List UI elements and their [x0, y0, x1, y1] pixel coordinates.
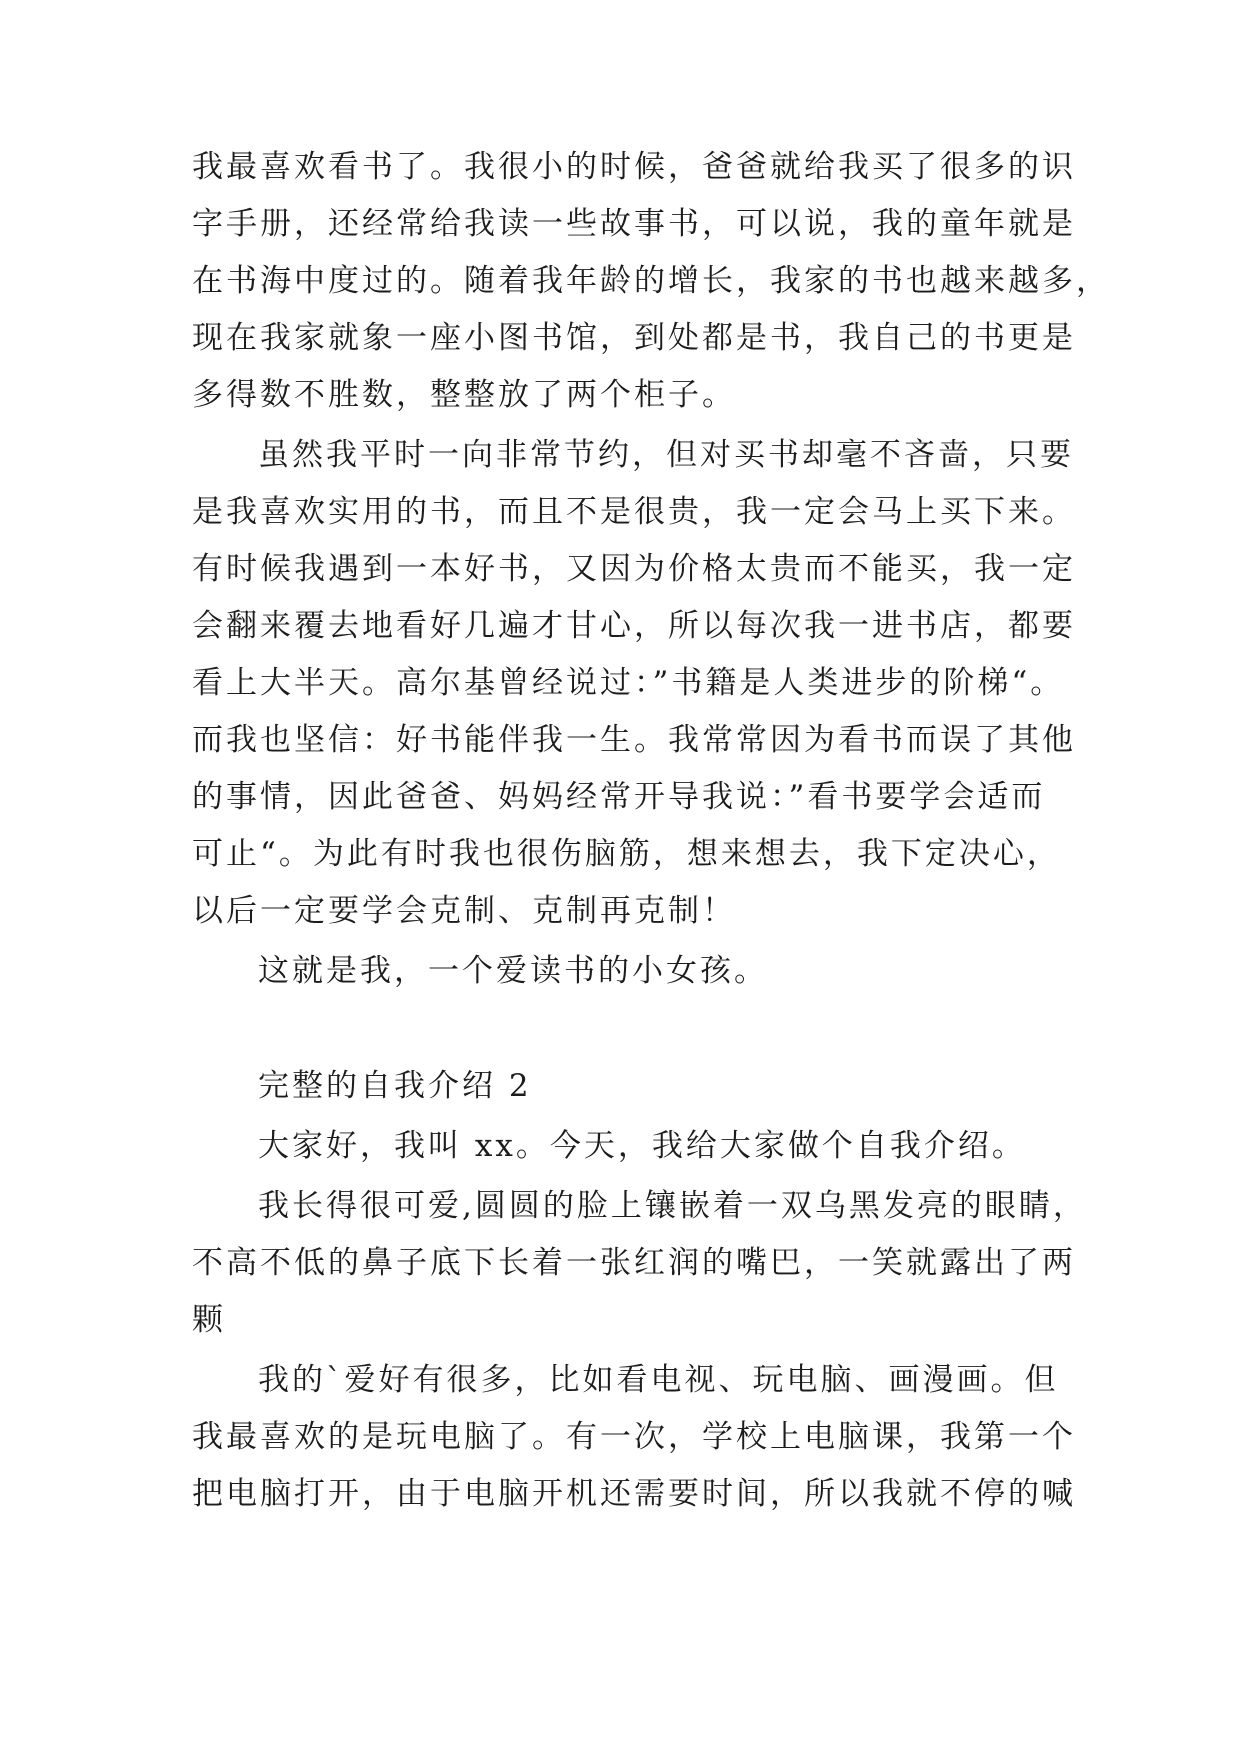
text-line: 字手册，还经常给我读一些故事书，可以说，我的童年就是: [192, 206, 1076, 242]
text-line: 的事情，因此爸爸、妈妈经常开导我说：”看书要学会适而: [192, 779, 1046, 815]
text-line: 虽然我平时一向非常节约，但对买书却毫不吝啬，只要: [258, 437, 1074, 473]
text-line: 有时候我遇到一本好书，又因为价格太贵而不能买，我一定: [192, 551, 1076, 587]
text-line: 我最喜欢看书了。我很小的时候，爸爸就给我买了很多的识: [192, 149, 1076, 185]
text-line: 我最喜欢的是玩电脑了。有一次，学校上电脑课，我第一个: [192, 1419, 1076, 1455]
text-line: 看上大半天。高尔基曾经说过：”书籍是人类进步的阶梯“。: [192, 665, 1065, 701]
text-line: 大家好，我叫 xx。今天，我给大家做个自我介绍。: [258, 1128, 1026, 1164]
text-line: 颗: [192, 1302, 226, 1338]
text-line: 我长得很可爱,圆圆的脸上镶嵌着一双乌黑发亮的眼睛，: [258, 1188, 1087, 1224]
text-line: 可止“。为此有时我也很伤脑筋，想来想去，我下定决心，: [192, 836, 1061, 872]
text-line: 以后一定要学会克制、克制再克制！: [192, 893, 736, 929]
text-line: 把电脑打开，由于电脑开机还需要时间，所以我就不停的喊: [192, 1476, 1076, 1512]
text-line: 是我喜欢实用的书，而且不是很贵，我一定会马上买下来。: [192, 494, 1076, 530]
text-line: 我的`爱好有很多，比如看电视、玩电脑、画漫画。但: [258, 1362, 1059, 1398]
text-line: 不高不低的鼻子底下长着一张红润的嘴巴，一笑就露出了两: [192, 1245, 1076, 1281]
section-heading: 完整的自我介绍 2: [258, 1068, 532, 1104]
text-line: 而我也坚信：好书能伴我一生。我常常因为看书而误了其他: [192, 722, 1076, 758]
text-line: 在书海中度过的。随着我年龄的增长，我家的书也越来越多，: [192, 263, 1110, 299]
text-line: 多得数不胜数，整整放了两个柜子。: [192, 377, 736, 413]
text-line: 现在我家就象一座小图书馆，到处都是书，我自己的书更是: [192, 320, 1076, 356]
text-line: 会翻来覆去地看好几遍才甘心，所以每次我一进书店，都要: [192, 608, 1076, 644]
text-line: 这就是我，一个爱读书的小女孩。: [258, 953, 768, 989]
